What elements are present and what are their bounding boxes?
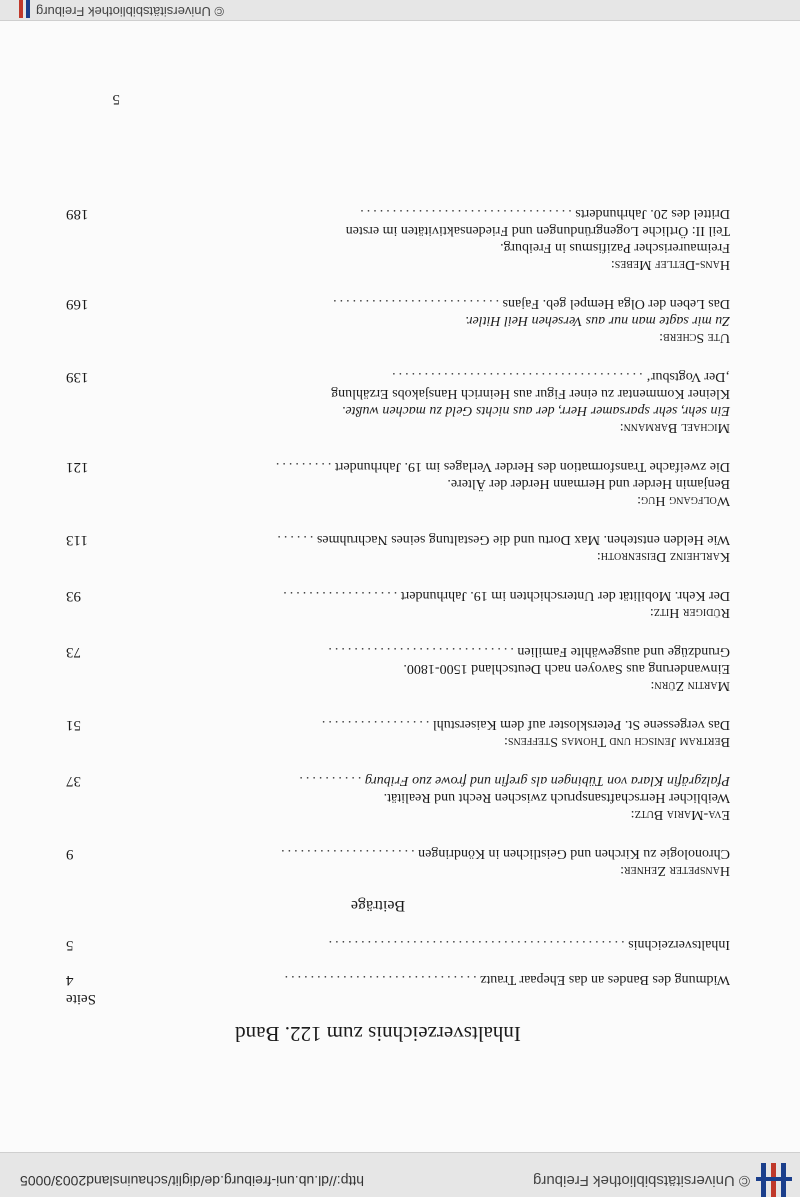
- article-author: Hans-Detlef Mebes:: [610, 257, 730, 272]
- seite-label: Seite: [66, 991, 96, 1007]
- article-page: 113: [66, 532, 88, 548]
- article-author: Eva-Maria Butz:: [630, 807, 730, 822]
- article-line: Ein sehr, sehr sparsamer Herr, der aus nichts Geld zu machen wußte.: [341, 403, 730, 418]
- article-line: Der Kehr. Mobilität der Unterschichten im 19. Jahrhundert: [400, 588, 730, 603]
- entry-title: Inhaltsverzeichnis: [628, 937, 730, 952]
- article-line: Das vergessene St. Peterskloster auf dem Kaiserstuhl: [432, 717, 730, 732]
- toc-title: Inhaltsverzeichnis zum 122. Band: [235, 1022, 521, 1046]
- article-page: 9: [66, 846, 74, 862]
- article-line: Einwanderung aus Savoyen nach Deutschland 1500-1800.: [403, 661, 730, 676]
- toc: [66, 183, 730, 1046]
- article-page: 169: [66, 296, 89, 312]
- header-bar: [0, 1152, 800, 1197]
- library-logo-small-icon: [12, 0, 32, 18]
- toc-article: Hanspeter Zehner: Chronologie zu Kirchen und Geistlichen in Köndringen ..................... 9: [66, 846, 730, 878]
- article-author: Hanspeter Zehner:: [620, 863, 730, 878]
- article-line: Teil II: Örtliche Logengründungen und Friedensaktivitäten im ersten: [345, 223, 730, 238]
- article-author: Ute Scherb:: [659, 330, 730, 345]
- toc-article: Eva-Maria Butz: Weiblicher Herrschaftsanspruch zwischen Recht und Realität. Pfalzgräfin Klara von Tübingen als grefin und frowe zuo Friburg .......... 37: [66, 773, 730, 822]
- header-url[interactable]: http://dl.ub.uni-freiburg.de/diglit/schauinsland2003/0005: [20, 1173, 365, 1189]
- article-author: Michael Barmann:: [619, 420, 730, 435]
- article-line: Das Leben der Olga Hempel geb. Fajans: [502, 296, 730, 311]
- toc-article: Michael Barmann: Ein sehr, sehr sparsamer Herr, der aus nichts Geld zu machen wußte. Kleiner Kommentar zu einer Figur aus Heinrich Hansjakobs Erzählung ‚Der Vogtsbur‘ ....................................... 139: [66, 369, 730, 435]
- toc-article: Karlheinz Deisenroth: Wie Helden entstehen. Max Dortu und die Gestaltung seines Nachruhmes ...... 113: [66, 532, 730, 564]
- article-author: Bertram Jenisch und Thomas Steffens:: [504, 734, 730, 749]
- article-line: Kleiner Kommentar zu einer Figur aus Heinrich Hansjakobs Erzählung: [331, 386, 730, 401]
- page-number: 5: [112, 91, 120, 107]
- article-page: 121: [66, 459, 89, 475]
- article-page: 73: [66, 644, 81, 660]
- article-page: 37: [66, 773, 81, 789]
- toc-article: Ute Scherb: Zu mir sagte man nur aus Versehen Heil Hitler. Das Leben der Olga Hempel geb. Fajans .......................... 169: [66, 296, 730, 345]
- front-entry: Inhaltsverzeichnis .............................................. 5: [66, 937, 730, 953]
- article-author: Rüdiger Hitz:: [649, 605, 730, 620]
- toc-article: Martin Zürn: Einwanderung aus Savoyen nach Deutschland 1500-1800. Grundzüge und ausgewählte Familien ............................. 73: [66, 644, 730, 693]
- article-line: Drittel des 20. Jahrhunderts: [575, 206, 730, 221]
- article-line: Pfalzgräfin Klara von Tübingen als grefin und frowe zuo Friburg: [364, 773, 730, 788]
- article-line: ‚Der Vogtsbur‘: [646, 369, 730, 384]
- article-page: 93: [66, 588, 81, 604]
- toc-article: Hans-Detlef Mebes: Freimaurerischer Pazifismus in Freiburg. Teil II: Örtliche Logengründungen und Friedensaktivitäten im ersten Drittel des 20. Jahrhunderts ................................. 189: [66, 206, 730, 272]
- entry-title: Widmung des Bandes an das Ehepaar Trautz: [480, 972, 730, 987]
- entry-page: 5: [66, 937, 74, 953]
- article-author: Karlheinz Deisenroth:: [596, 549, 730, 564]
- article-line: Die zweifache Transformation des Herder Verlages im 19. Jahrhundert: [334, 459, 730, 474]
- footer-bar: [0, 0, 800, 21]
- article-line: Weiblicher Herrschaftsanspruch zwischen Recht und Realität.: [383, 790, 730, 805]
- article-line: Freimaurerischer Pazifismus in Freiburg.: [500, 240, 730, 255]
- section-heading: Beiträge: [350, 897, 406, 914]
- toc-article: Rüdiger Hitz: Der Kehr. Mobilität der Unterschichten im 19. Jahrhundert .................. 93: [66, 588, 730, 620]
- article-page: 51: [66, 717, 81, 733]
- entry-page: 4: [66, 972, 74, 988]
- article-line: Wie Helden entstehen. Max Dortu und die Gestaltung seines Nachruhmes: [316, 532, 730, 547]
- article-author: Wolfgang Hug:: [637, 493, 730, 508]
- article-author: Martin Zürn:: [650, 678, 730, 693]
- front-entry: Widmung des Bandes an das Ehepaar Trautz .............................. 4: [66, 972, 730, 988]
- footer-credit: © Universitätsbibliothek Freiburg: [36, 4, 225, 19]
- article-line: Zu mir sagte man nur aus Versehen Heil Hitler.: [465, 313, 730, 328]
- toc-article: Bertram Jenisch und Thomas Steffens: Das vergessene St. Peterskloster auf dem Kaiserstuhl ................. 51: [66, 717, 730, 749]
- article-page: 139: [66, 369, 89, 385]
- article-line: Grundzüge und ausgewählte Familien: [517, 644, 730, 659]
- header-credit: © Universitätsbibliothek Freiburg: [533, 1172, 750, 1189]
- library-logo-icon: [756, 1157, 792, 1197]
- toc-article: Wolfgang Hug: Benjamin Herder und Hermann Herder der Ältere. Die zweifache Transformation des Herder Verlages im 19. Jahrhundert ......... 121: [66, 459, 730, 508]
- article-line: Chronologie zu Kirchen und Geistlichen in Köndringen: [418, 846, 730, 861]
- article-page: 189: [66, 206, 89, 222]
- article-line: Benjamin Herder und Hermann Herder der Ältere.: [447, 476, 730, 491]
